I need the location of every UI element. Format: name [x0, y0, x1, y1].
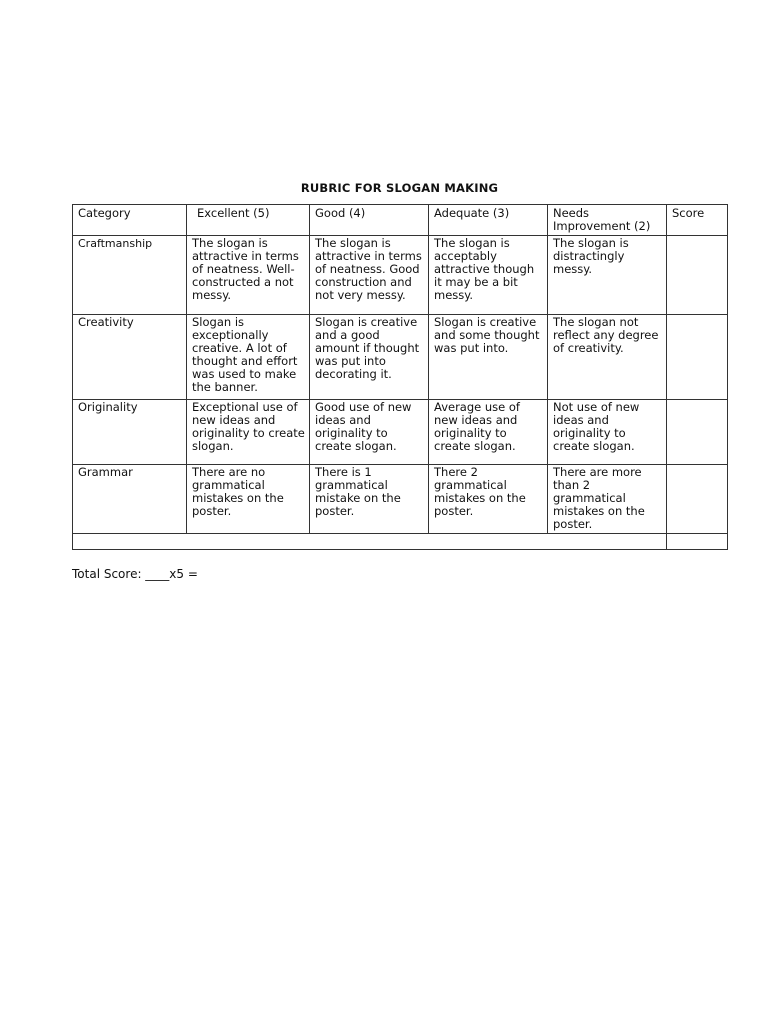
needs-improvement-cell: The slogan is distractingly messy.: [548, 236, 667, 315]
adequate-cell: Average use of new ideas and originality to create slogan.: [429, 400, 548, 465]
good-cell: Good use of new ideas and originality to create slogan.: [310, 400, 429, 465]
header-adequate: Adequate (3): [429, 205, 548, 236]
empty-cell: [73, 534, 667, 550]
category-cell: Creativity: [73, 315, 187, 400]
category-cell: Originality: [73, 400, 187, 465]
excellent-cell: The slogan is attractive in terms of neatness. Well-constructed a not messy.: [187, 236, 310, 315]
total-score-label: Total Score: ____x5 =: [72, 567, 198, 581]
good-cell: The slogan is attractive in terms of neatness. Good construction and not very messy.: [310, 236, 429, 315]
good-cell: There is 1 grammatical mistake on the poster.: [310, 465, 429, 534]
header-category: Category: [73, 205, 187, 236]
header-needs-improvement: Needs Improvement (2): [548, 205, 667, 236]
needs-improvement-cell: Not use of new ideas and originality to create slogan.: [548, 400, 667, 465]
adequate-cell: The slogan is acceptably attractive though it may be a bit messy.: [429, 236, 548, 315]
table-row: [73, 236, 728, 315]
needs-improvement-cell: There are more than 2 grammatical mistakes on the poster.: [548, 465, 667, 534]
excellent-cell: Exceptional use of new ideas and originality to create slogan.: [187, 400, 310, 465]
adequate-cell: Slogan is creative and some thought was put into.: [429, 315, 548, 400]
score-cell: [667, 236, 728, 315]
table-row: [73, 465, 728, 534]
score-cell: [667, 465, 728, 534]
table-header-row: [73, 205, 728, 236]
header-excellent: Excellent (5): [187, 205, 310, 236]
score-cell: [667, 315, 728, 400]
header-score: Score: [667, 205, 728, 236]
table-row-empty: [73, 534, 728, 550]
good-cell: Slogan is creative and a good amount if thought was put into decorating it.: [310, 315, 429, 400]
score-total-cell: [667, 534, 728, 550]
needs-improvement-cell: The slogan not reflect any degree of creativity.: [548, 315, 667, 400]
excellent-cell: Slogan is exceptionally creative. A lot of thought and effort was used to make the banner.: [187, 315, 310, 400]
adequate-cell: There 2 grammatical mistakes on the poster.: [429, 465, 548, 534]
category-cell: Craftmanship: [73, 236, 187, 315]
header-good: Good (4): [310, 205, 429, 236]
table-row: [73, 400, 728, 465]
rubric-table: [72, 204, 728, 550]
score-cell: [667, 400, 728, 465]
document-title: RUBRIC FOR SLOGAN MAKING: [300, 181, 499, 195]
table-row: [73, 315, 728, 400]
excellent-cell: There are no grammatical mistakes on the poster.: [187, 465, 310, 534]
category-cell: Grammar: [73, 465, 187, 534]
